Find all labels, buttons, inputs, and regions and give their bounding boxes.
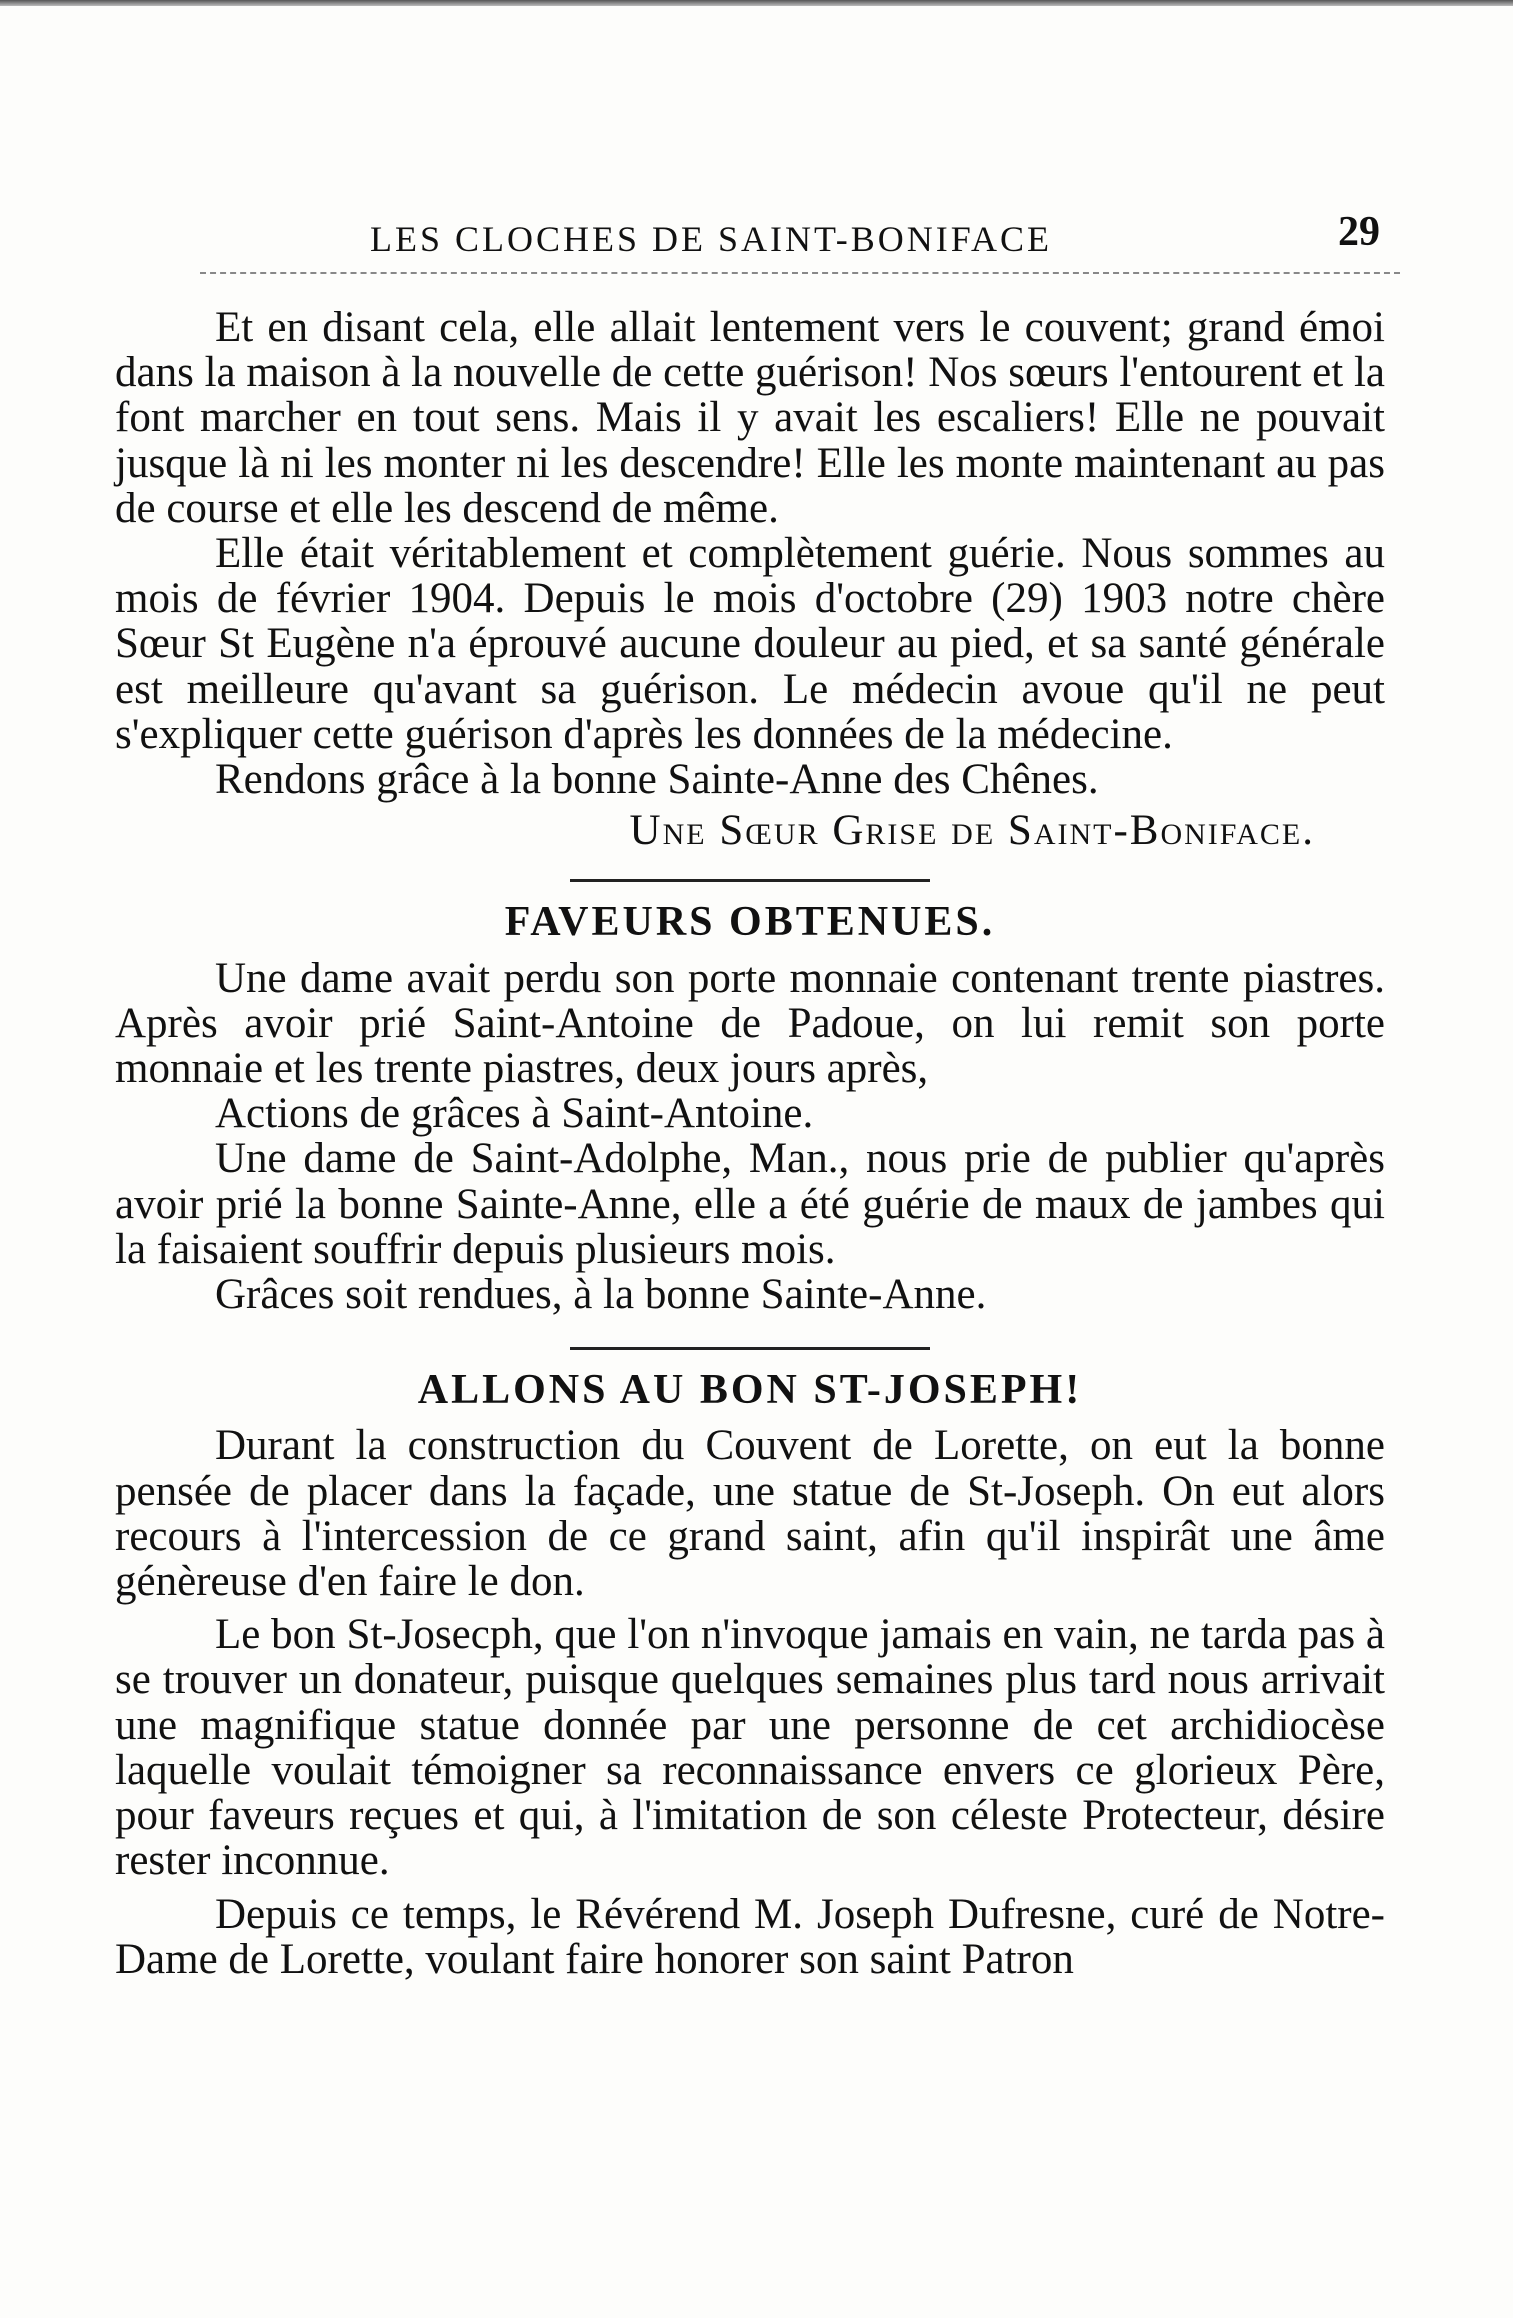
paragraph: Et en disant cela, elle allait lentement vers le couvent; grand émoi dans la maison à la nouvelle de cette guérison! Nos sœurs l'entourent et la font marcher en tout sens. Mais il y avait les escaliers! Elle ne pouvait jusque là ni les monter ni les descendre! Elle les monte maintenant au pas de course et elle les descend de même.	[115, 304, 1385, 532]
header-rule	[200, 272, 1400, 274]
signature: Une Sœur Grise de Saint-Boniface.	[629, 807, 1315, 855]
paragraph: Le bon St-Josecph, que l'on n'invoque jamais en vain, ne tarda pas à se trouver un donateur, puisque quelques semaines plus tard nous arrivait une magnifique statue donnée par une personne de cet archidiocèse laquelle voulait témoigner sa reconnaissance envers ce glorieux Père, pour faveurs reçues et qui, à l'imitation de son céleste Protecteur, désire rester inconnue.	[115, 1611, 1385, 1885]
page-number: 29	[1338, 209, 1380, 255]
paragraph: Grâces soit rendues, à la bonne Sainte-Anne.	[215, 1271, 987, 1319]
page-header	[200, 208, 1380, 268]
paragraph: Une dame de Saint-Adolphe, Man., nous prie de publier qu'après avoir prié la bonne Sainte-Anne, elle a été guérie de maux de jambes qui la faisaient souffrir depuis plusieurs mois.	[115, 1135, 1385, 1273]
section-heading: ALLONS AU BON ST-JOSEPH!	[417, 1367, 1083, 1414]
page-body	[115, 305, 1385, 1982]
scan-top-edge	[0, 0, 1513, 6]
section-divider	[570, 879, 930, 882]
section-faveurs	[115, 900, 1385, 1317]
paragraph: Durant la construction du Couvent de Lorette, on eut la bonne pensée de placer dans la façade, une statue de St-Joseph. On eut alors recours à l'intercession de ce grand saint, afin qu'il inspirât une âme génèreuse d'en faire le don.	[115, 1422, 1385, 1606]
section-divider	[570, 1347, 930, 1350]
paragraph: Actions de grâces à Saint-Antoine.	[215, 1090, 814, 1138]
paragraph: Une dame avait perdu son porte monnaie contenant trente piastres. Après avoir prié Saint-Antoine de Padoue, on lui remit son porte monnaie et les trente piastres, deux jours après,	[115, 954, 1385, 1093]
running-head: LES CLOCHES DE SAINT-BONIFACE	[370, 219, 1053, 259]
paragraph: Elle était véritablement et complètement guérie. Nous sommes au mois de février 1904. Depuis le mois d'octobre (29) 1903 notre chère Sœur St Eugène n'a éprouvé aucune douleur au pied, et sa santé générale est meilleure qu'avant sa guérison. Le médecin avoue qu'il ne peut s'expliquer cette guérison d'après les données de la médecine.	[115, 530, 1385, 758]
section-heading: FAVEURS OBTENUES.	[504, 899, 996, 946]
paragraph: Depuis ce temps, le Révérend M. Joseph Dufresne, curé de Notre-Dame de Lorette, voulant faire honorer son saint Patron	[115, 1890, 1385, 1983]
section-testimony	[115, 305, 1385, 853]
paragraph: Rendons grâce à la bonne Sainte-Anne des Chênes.	[215, 756, 1099, 804]
section-st-joseph	[115, 1368, 1385, 1982]
